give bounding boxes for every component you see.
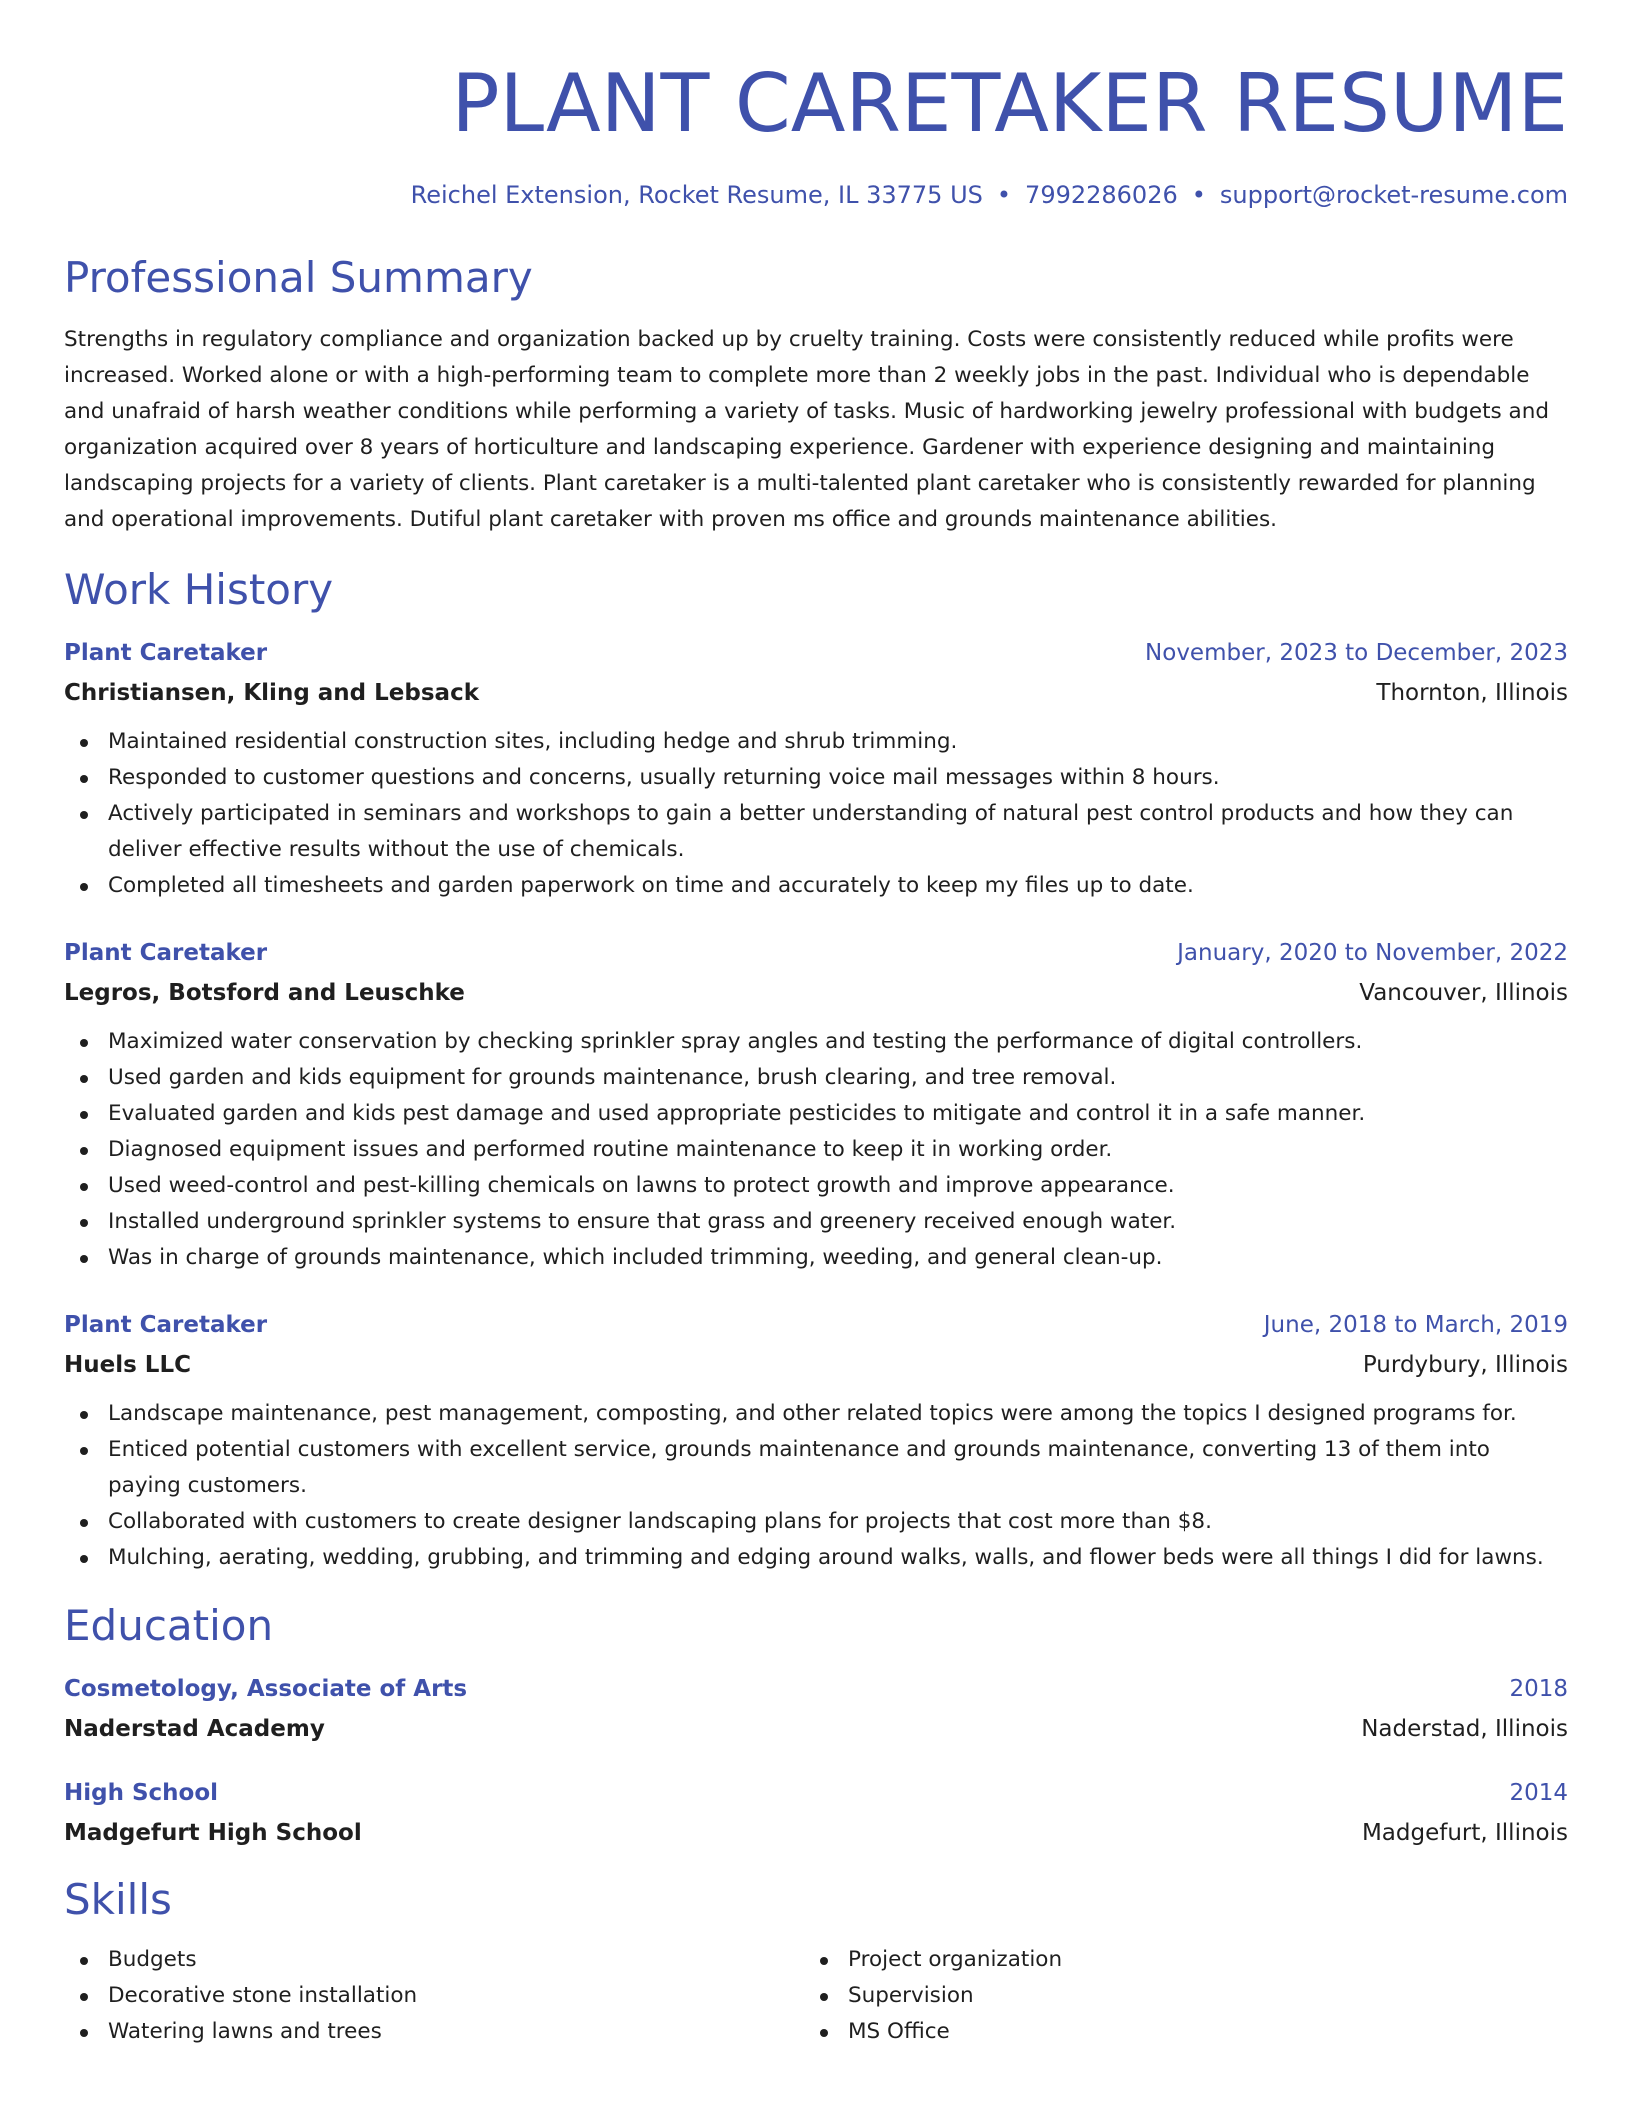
education-degree: High School xyxy=(64,1780,219,1806)
section-title-skills: Skills xyxy=(64,1875,172,1924)
summary-paragraph: Strengths in regulatory compliance and organization backed up by cruelty training. Costs were consistently reduced while profits were increased. Worked alone or with a high-performing team to complete more than 2 weekly jobs in the past. Individual who is dependable and unafraid of harsh weather conditions while performing a variety of tasks. Music of hardworking jewelry professional with budgets and organization acquired over 8 years of horticulture and landscaping experience. Gardener with experience designing and maintaining landscaping projects for a variety of clients. Plant caretaker is a multi-talented plant caretaker who is consistently rewarded for planning and operational improvements. Dutiful plant caretaker with proven ms office and grounds maintenance abilities. xyxy=(64,327,1549,532)
job-bullet: Maximized water conservation by checking sprinkler spray angles and testing the performance of digital controllers. xyxy=(64,1024,1568,1060)
job-bullet: Actively participated in seminars and workshops to gain a better understanding of natural pest control products and how they can deliver effective results without the use of chemicals. xyxy=(64,796,1568,868)
job-bullets xyxy=(64,1396,1568,1576)
section-title-work-history: Work History xyxy=(64,565,334,614)
skill-item: Project organization xyxy=(804,1942,1544,1978)
contact-line xyxy=(64,180,1568,210)
job-bullet: Maintained residential construction sites, including hedge and shrub trimming. xyxy=(64,724,1568,760)
job-entry xyxy=(64,638,1568,904)
job-entry xyxy=(64,938,1568,1276)
job-location: Vancouver, Illinois xyxy=(1359,980,1568,1006)
education-list xyxy=(64,1674,1568,1848)
contact-separator: • xyxy=(1191,181,1206,209)
job-location: Thornton, Illinois xyxy=(1376,680,1568,706)
education-location: Madgefurt, Illinois xyxy=(1361,1820,1568,1846)
education-school: Naderstad Academy xyxy=(64,1716,325,1742)
section-title-summary: Professional Summary xyxy=(64,253,533,302)
job-bullet: Was in charge of grounds maintenance, which included trimming, weeding, and general clean-up. xyxy=(64,1240,1568,1276)
skill-item: Budgets xyxy=(64,1942,804,1978)
job-company-row xyxy=(64,678,1568,708)
skill-item: Decorative stone installation xyxy=(64,1978,804,2014)
education-year: 2018 xyxy=(1509,1676,1568,1702)
work-history-list xyxy=(64,638,1568,1576)
job-role: Plant Caretaker xyxy=(64,1312,268,1338)
job-bullet: Enticed potential customers with excellent service, grounds maintenance and grounds maintenance, converting 13 of them into paying customers. xyxy=(64,1432,1568,1504)
education-header-row xyxy=(64,1778,1568,1808)
skills-grid xyxy=(64,1942,1568,2050)
skills-column-left xyxy=(64,1942,804,2050)
job-company: Legros, Botsford and Leuschke xyxy=(64,980,465,1006)
job-company-row xyxy=(64,978,1568,1008)
job-header-row xyxy=(64,938,1568,968)
job-bullet: Mulching, aerating, wedding, grubbing, and trimming and edging around walks, walls, and flower beds were all things I did for lawns. xyxy=(64,1540,1568,1576)
resume-title: PLANT CARETAKER RESUME xyxy=(451,57,1568,150)
skills-column-right xyxy=(804,1942,1544,2050)
job-bullet: Used garden and kids equipment for grounds maintenance, brush clearing, and tree removal. xyxy=(64,1060,1568,1096)
job-header-row xyxy=(64,638,1568,668)
job-location: Purdybury, Illinois xyxy=(1362,1352,1568,1378)
skill-item: MS Office xyxy=(804,2014,1544,2050)
job-bullet: Landscape maintenance, pest management, composting, and other related topics were among the topics I designed programs for. xyxy=(64,1396,1568,1432)
skill-item: Supervision xyxy=(804,1978,1544,2014)
skill-item: Watering lawns and trees xyxy=(64,2014,804,2050)
resume-header xyxy=(64,0,1568,210)
education-year: 2014 xyxy=(1509,1780,1568,1806)
job-bullet: Used weed-control and pest-killing chemicals on lawns to protect growth and improve appearance. xyxy=(64,1168,1568,1204)
job-bullets xyxy=(64,1024,1568,1276)
education-degree: Cosmetology, Associate of Arts xyxy=(64,1676,468,1702)
education-school-row xyxy=(64,1714,1568,1744)
job-role: Plant Caretaker xyxy=(64,940,268,966)
job-dates: January, 2020 to November, 2022 xyxy=(1177,940,1568,966)
education-header-row xyxy=(64,1674,1568,1704)
education-entry xyxy=(64,1674,1568,1744)
contact-email[interactable]: support@rocket-resume.com xyxy=(1219,181,1568,209)
job-company-row xyxy=(64,1350,1568,1380)
job-bullet: Collaborated with customers to create designer landscaping plans for projects that cost more than $8. xyxy=(64,1504,1568,1540)
job-bullet: Responded to customer questions and concerns, usually returning voice mail messages within 8 hours. xyxy=(64,760,1568,796)
resume-page xyxy=(64,0,1568,2112)
job-bullet: Diagnosed equipment issues and performed routine maintenance to keep it in working order. xyxy=(64,1132,1568,1168)
job-bullet: Evaluated garden and kids pest damage and used appropriate pesticides to mitigate and control it in a safe manner. xyxy=(64,1096,1568,1132)
job-header-row xyxy=(64,1310,1568,1340)
education-school-row xyxy=(64,1818,1568,1848)
contact-separator: • xyxy=(996,181,1012,209)
job-company: Huels LLC xyxy=(64,1352,191,1378)
job-role: Plant Caretaker xyxy=(64,640,268,666)
job-bullets xyxy=(64,724,1568,904)
job-bullet: Installed underground sprinkler systems to ensure that grass and greenery received enough water. xyxy=(64,1204,1568,1240)
contact-address: Reichel Extension, Rocket Resume, IL 33775 US xyxy=(410,181,983,209)
job-entry xyxy=(64,1310,1568,1576)
education-school: Madgefurt High School xyxy=(64,1820,362,1846)
job-dates: June, 2018 to March, 2019 xyxy=(1263,1312,1568,1338)
education-entry xyxy=(64,1778,1568,1848)
job-dates: November, 2023 to December, 2023 xyxy=(1145,640,1568,666)
section-title-education: Education xyxy=(64,1601,274,1650)
job-bullet: Completed all timesheets and garden paperwork on time and accurately to keep my files up to date. xyxy=(64,868,1568,904)
education-location: Naderstad, Illinois xyxy=(1361,1716,1568,1742)
contact-phone: 7992286026 xyxy=(1025,181,1178,209)
job-company: Christiansen, Kling and Lebsack xyxy=(64,680,480,706)
